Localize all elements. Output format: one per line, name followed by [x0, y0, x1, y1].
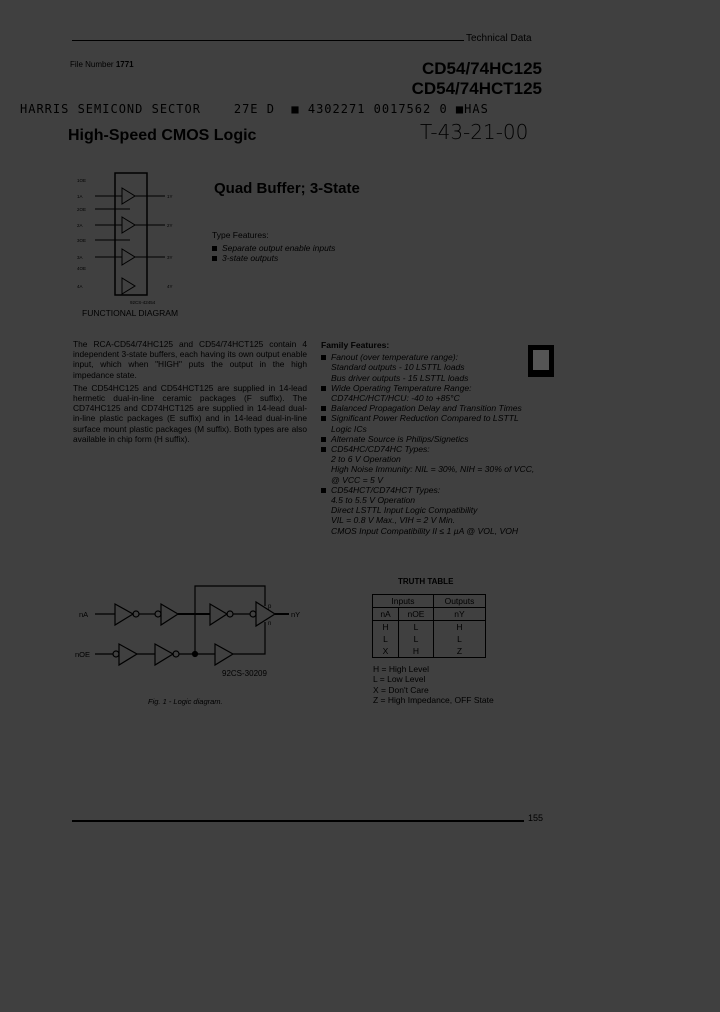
file-number [70, 60, 134, 69]
diagram-code: 92CS-42454 [130, 300, 156, 305]
part-number-hct: CD54/74HCT125 [411, 79, 542, 98]
pin-label: 4Y [167, 284, 173, 289]
description [73, 339, 307, 444]
pin-label: 2Y [167, 223, 173, 228]
legend-item: X = Don't Care [373, 684, 429, 695]
pin-label: 3Y [167, 255, 173, 260]
family-feature-item [321, 485, 546, 536]
scan-artifact [528, 345, 554, 377]
family-feature-item [321, 434, 546, 444]
truth-table-legend [373, 664, 494, 705]
truth-table-cell: X [373, 645, 399, 658]
family-features-heading: Family Features: [321, 340, 390, 350]
family-feature-subitem: Logic ICs [331, 423, 367, 434]
family-feature-text: CD54HC/CD74HC Types: [331, 444, 430, 455]
family-feature-text: Wide Operating Temperature Range: [331, 382, 472, 393]
handwritten-code: T-43-21-00 [420, 120, 529, 144]
column-header: nA [373, 608, 399, 621]
type-features [212, 230, 335, 263]
document-title: Quad Buffer; 3-State [214, 180, 360, 197]
family-heading: High-Speed CMOS Logic [68, 127, 257, 144]
file-number-label: File Number [70, 60, 114, 69]
family-feature-subitem: High Noise Immunity: NIL = 30%, NIH = 30% of VCC, [331, 464, 535, 475]
inputs-header: Inputs [373, 595, 434, 608]
truth-table-cell: Z [433, 645, 485, 658]
family-features [321, 340, 546, 536]
family-feature-item [321, 413, 546, 433]
pin-label: 4A [77, 284, 83, 289]
legend-item: Z = High Impedance, OFF State [373, 694, 494, 705]
technical-data-label: Technical Data [466, 33, 532, 44]
page-number: 155 [528, 813, 544, 823]
truth-table-cell: L [399, 621, 434, 634]
family-feature-text: CD54HCT/CD74HCT Types: [331, 484, 441, 495]
functional-diagram-caption: FUNCTIONAL DIAGRAM [82, 308, 179, 318]
family-feature-text: Fanout (over temperature range): [331, 352, 459, 363]
family-feature-text: Significant Power Reduction Compared to LSTTL [331, 413, 519, 424]
truth-table-cell: L [373, 633, 399, 645]
family-feature-subitem: CD74HC/HCT/HCU: -40 to +85°C [331, 393, 460, 404]
n-label: n [268, 621, 272, 627]
type-feature-item: 3-state outputs [212, 253, 335, 263]
file-number-value: 1771 [115, 60, 134, 69]
output-y-label: nY [291, 610, 301, 619]
truth-table [372, 594, 486, 658]
logic-diagram [75, 582, 305, 677]
p-label: p [268, 604, 272, 610]
description-paragraph: The CD54HC125 and CD54HCT125 are supplied in 14-lead hermetic dual-in-line ceramic packages (F suffix). The CD74HC125 and CD74HCT125 are supplied in 14-lead dual-in-line plastic packages (E suffix) and in 14-lead dual-in-line surface mount plastic packages (M suffix). Both types are also available in chip form (H suffix). [73, 382, 307, 444]
family-feature-text: Balanced Propagation Delay and Transition Times [331, 403, 522, 414]
type-features-heading: Type Features: [212, 230, 269, 240]
truth-table-cell: H [373, 621, 399, 634]
logic-diagram-code: 92CS-30209 [222, 669, 267, 678]
description-paragraph: The RCA-CD54/74HC125 and CD54/74HCT125 contain 4 independent 3-state buffers, each having its own output enable input, which when "HIGH" puts the output in the high impedance state. [73, 339, 307, 380]
family-feature-subitem: CMOS Input Compatibility II ≤ 1 µA @ VOL, VOH [331, 525, 519, 536]
truth-table-cell: L [433, 633, 485, 645]
input-a-label: nA [79, 610, 89, 619]
pin-label: 1A [77, 194, 83, 199]
family-feature-item [321, 444, 546, 485]
legend-item: L = Low Level [373, 674, 426, 685]
pin-label: 4OE [77, 266, 87, 271]
scan-stamp: HARRIS SEMICOND SECTOR 27E D ■ 4302271 0017562 0 ■HAS [20, 102, 489, 116]
pin-label: 1Y [167, 194, 173, 199]
pin-label: 1OE [77, 178, 87, 183]
outputs-header: Outputs [433, 595, 485, 608]
family-feature-subitem: 4.5 to 5.5 V Operation [331, 495, 416, 506]
part-numbers [412, 59, 542, 99]
truth-table-cell: H [433, 621, 485, 634]
logic-diagram-caption: Fig. 1 - Logic diagram. [148, 697, 223, 706]
pin-label: 2OE [77, 207, 87, 212]
header-rule [72, 40, 464, 41]
truth-table-cell: H [399, 645, 434, 658]
footer-rule [72, 820, 524, 822]
legend-item: H = High Level [373, 664, 429, 674]
pin-label: 2A [77, 223, 83, 228]
family-feature-subitem: Direct LSTTL Input Logic Compatibility [331, 505, 478, 516]
family-feature-subitem: 2 to 6 V Operation [331, 454, 401, 465]
column-header: nY [433, 608, 485, 621]
truth-table-row [373, 633, 486, 645]
family-feature-item [321, 403, 546, 413]
family-feature-subitem: @ VCC = 5 V [331, 474, 383, 485]
pin-label: 3OE [77, 238, 87, 243]
family-feature-subitem: Standard outputs - 10 LSTTL loads [331, 362, 465, 373]
family-feature-subitem: VIL = 0.8 V Max., VIH = 2 V Min. [331, 515, 456, 526]
family-feature-text: Alternate Source is Philips/Signetics [331, 433, 469, 444]
family-feature-item [321, 383, 546, 403]
functional-diagram [75, 170, 185, 310]
truth-table-row [373, 621, 486, 634]
part-number-hc: CD54/74HC125 [421, 59, 542, 78]
truth-table-row [373, 645, 486, 658]
input-oe-label: nOE [75, 650, 91, 659]
pin-label: 3A [77, 255, 83, 260]
family-feature-item [321, 352, 546, 383]
family-feature-subitem: Bus driver outputs - 15 LSTTL loads [331, 372, 469, 383]
type-feature-item: Separate output enable inputs [212, 243, 335, 253]
family-features-list [321, 352, 546, 536]
truth-table-title: TRUTH TABLE [398, 577, 454, 586]
truth-table-cell: L [399, 633, 434, 645]
column-header: nOE [399, 608, 434, 621]
